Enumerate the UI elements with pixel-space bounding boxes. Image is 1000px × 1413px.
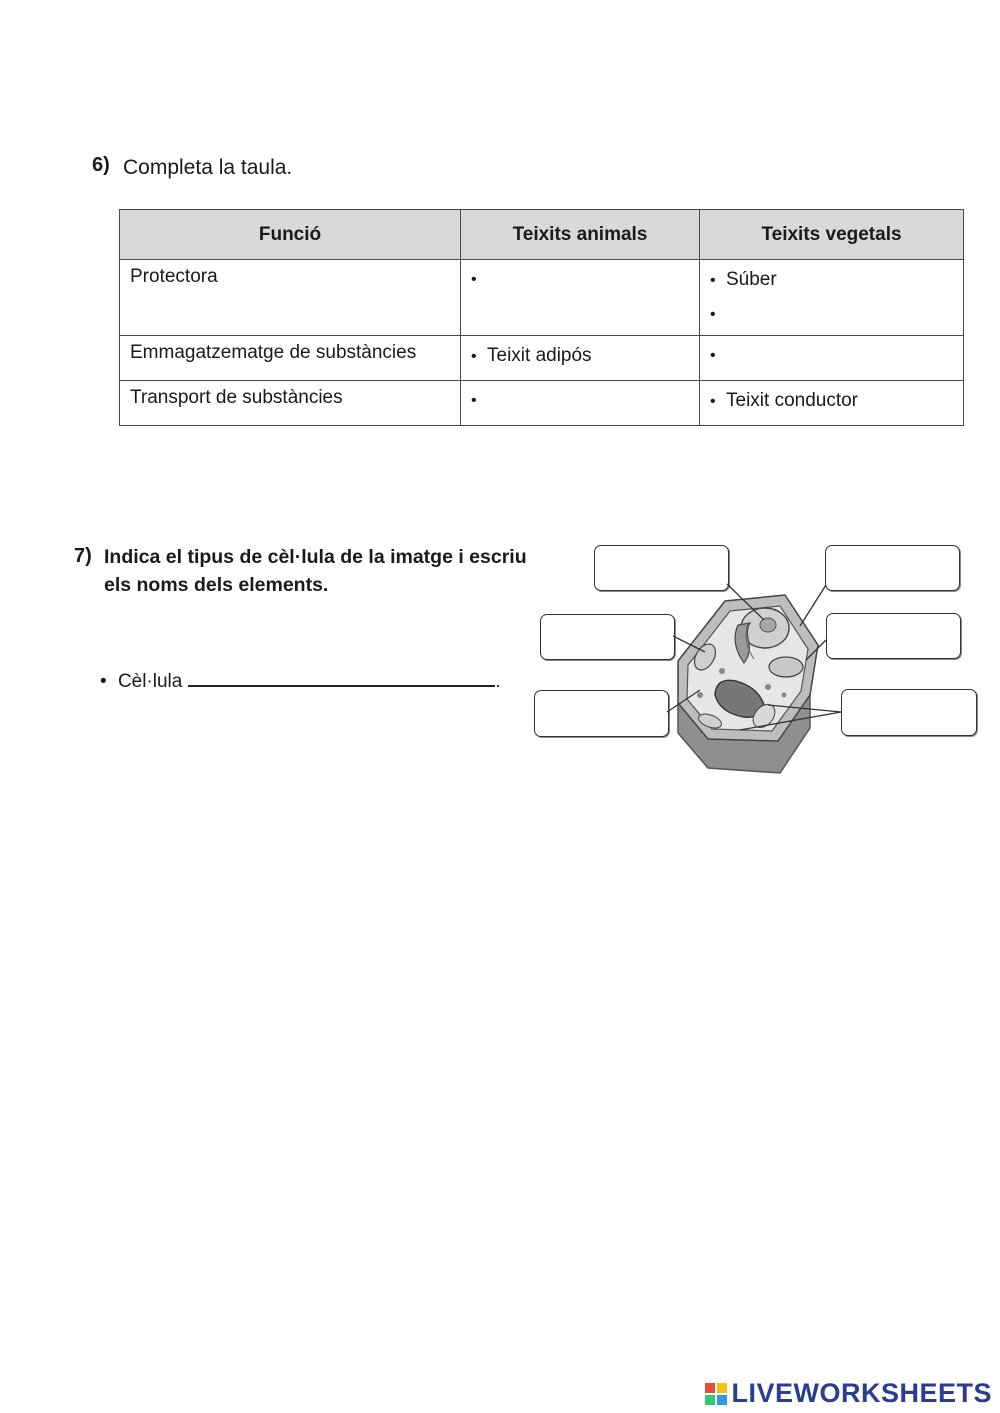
cell-funcio: Emmagatzematge de substàncies (120, 336, 461, 381)
leader-line-membrane (806, 640, 826, 660)
logo-square (717, 1383, 727, 1393)
leader-line-mitochondrion (673, 636, 705, 652)
leader-line-vacuole (667, 690, 700, 712)
cell-funcio: Transport de substàncies (120, 381, 461, 426)
leader-line-nucleus (727, 584, 764, 620)
question-6-prompt: Completa la taula. (123, 156, 293, 179)
header-teixits-animals: Teixits animals (461, 210, 700, 260)
cell-funcio: Protectora (120, 260, 461, 336)
leader-line-chloroplast-2 (768, 705, 841, 712)
liveworksheets-logo (705, 1378, 992, 1409)
logo-icon (705, 1383, 727, 1405)
logo-square (717, 1395, 727, 1405)
cell-type-label: Cèl·lula (117, 671, 183, 692)
bullet: • (471, 348, 477, 365)
bullet: • (710, 272, 716, 289)
logo-text: LIVEWORKSHEETS (731, 1378, 992, 1408)
leader-line-chloroplast-1 (740, 712, 841, 730)
cell-text: Súber (726, 269, 777, 290)
bullet: • (100, 671, 107, 692)
bullet: • (471, 271, 477, 288)
question-6-number: 6) (92, 154, 110, 176)
bullet: • (710, 347, 716, 364)
question-7-prompt-line1: Indica el tipus de cèl·lula de la imatge i escriu (104, 546, 527, 568)
leader-line-cell-wall (800, 585, 826, 626)
header-funcio: Funció (120, 210, 461, 260)
bullet: • (471, 392, 477, 409)
bullet: • (710, 393, 716, 410)
bullet: • (710, 306, 716, 323)
cell-text: Teixit adipós (487, 345, 592, 366)
question-7-number: 7) (74, 545, 92, 567)
header-teixits-vegetals: Teixits vegetals (700, 210, 964, 260)
cell-text: Teixit conductor (726, 390, 859, 411)
question-7-prompt-line2: els noms dels elements. (104, 574, 329, 596)
end-period: . (495, 671, 501, 692)
logo-square (705, 1395, 715, 1405)
logo-square (705, 1383, 715, 1393)
